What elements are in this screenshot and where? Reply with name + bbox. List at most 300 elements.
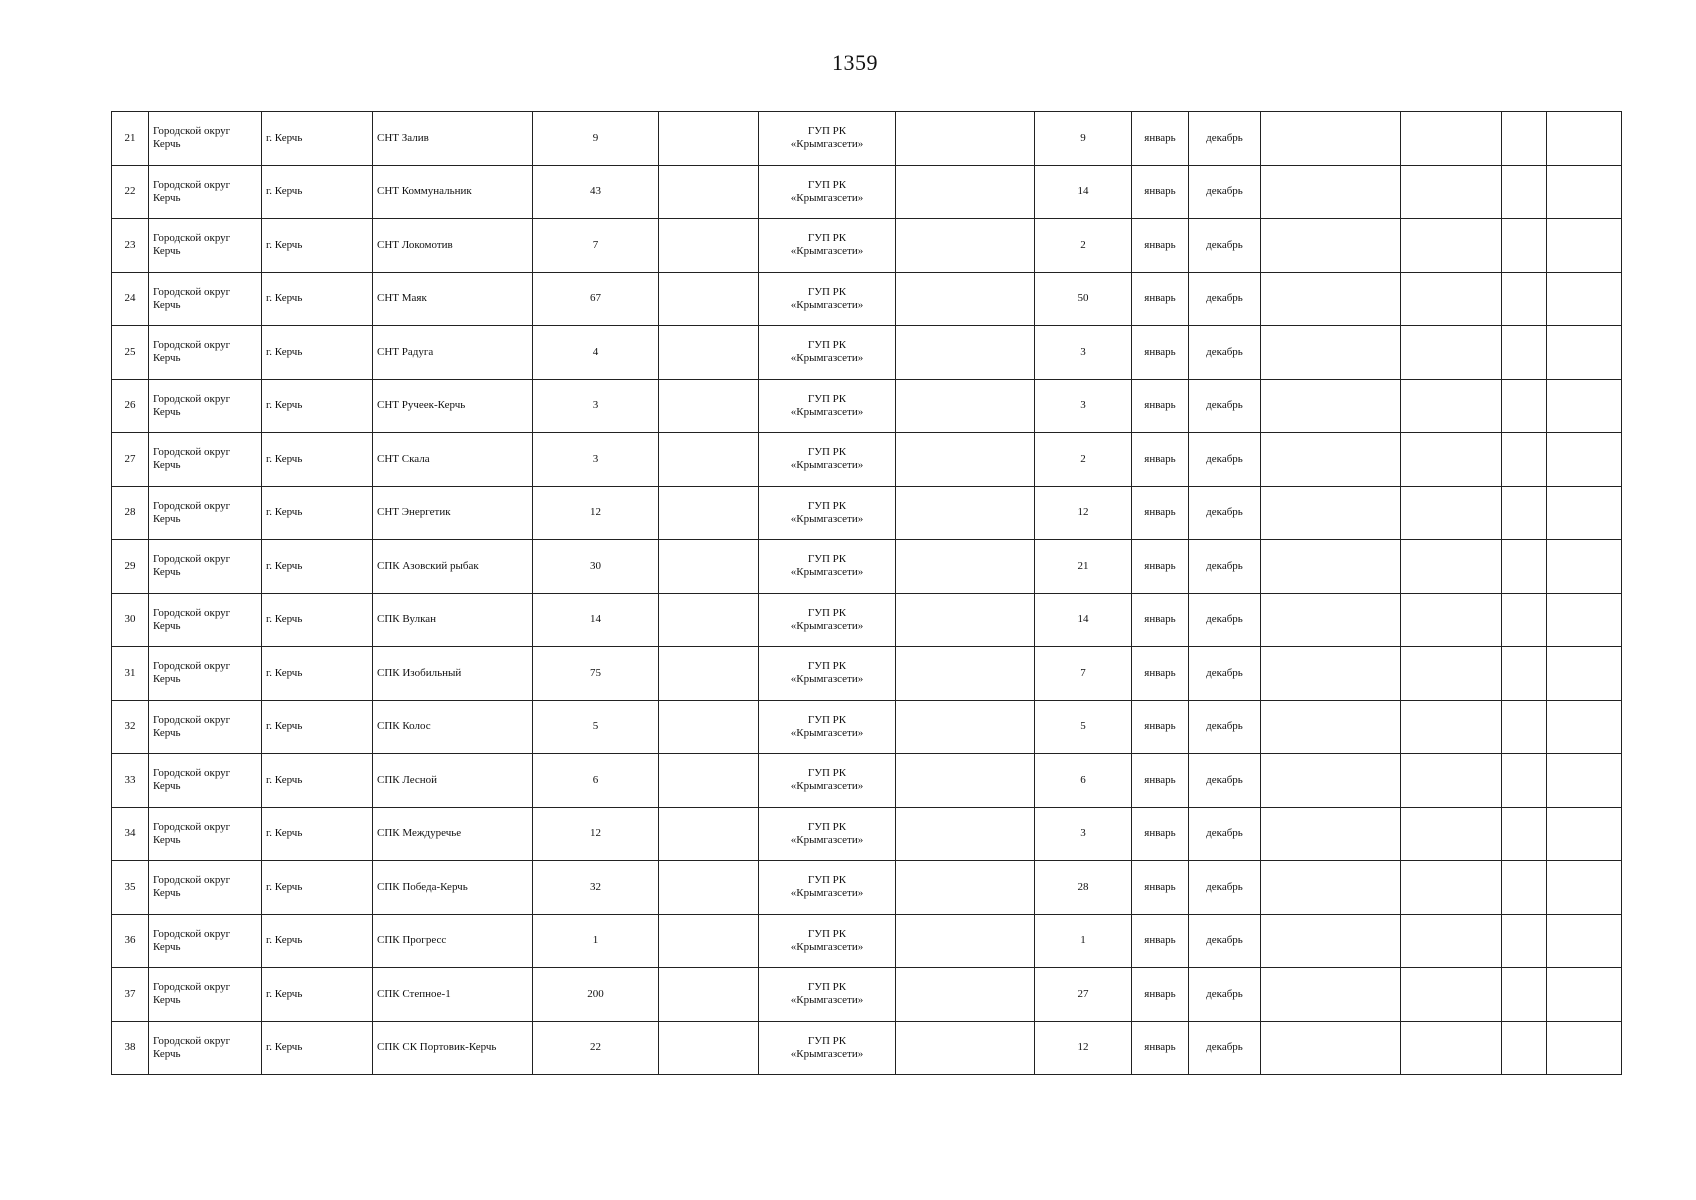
district-cell: Городской округ Керчь [149, 807, 262, 861]
blank-cell [1502, 486, 1547, 540]
blank-cell [659, 379, 759, 433]
blank-cell [1547, 647, 1622, 701]
organization-line: «Крымгазсети» [790, 887, 864, 900]
blank-cell [1547, 807, 1622, 861]
blank-cell [659, 112, 759, 166]
organization-line: «Крымгазсети» [790, 459, 864, 472]
connections-count-cell: 6 [1035, 754, 1132, 808]
end-month-cell: декабрь [1189, 326, 1261, 380]
households-count-cell: 4 [533, 326, 659, 380]
start-month-cell: январь [1132, 165, 1189, 219]
start-month-cell: январь [1132, 647, 1189, 701]
blank-cell [659, 219, 759, 273]
start-month-cell: январь [1132, 861, 1189, 915]
table-row [112, 272, 1622, 326]
blank-cell [1502, 272, 1547, 326]
end-month-cell: декабрь [1189, 540, 1261, 594]
table-row [112, 433, 1622, 487]
registry-table [111, 111, 1622, 1075]
table-row [112, 165, 1622, 219]
connections-count-cell: 27 [1035, 968, 1132, 1022]
organization-line: ГУП РК [807, 1034, 847, 1047]
organization-line: ГУП РК [807, 446, 847, 459]
partnership-name-cell: СНТ Скала [373, 433, 533, 487]
blank-cell [896, 326, 1035, 380]
blank-cell [1502, 540, 1547, 594]
households-count-cell: 22 [533, 1021, 659, 1075]
organization-line: «Крымгазсети» [790, 512, 864, 525]
end-month-cell: декабрь [1189, 1021, 1261, 1075]
organization-line: «Крымгазсети» [790, 940, 864, 953]
households-count-cell: 3 [533, 433, 659, 487]
connections-count-cell: 12 [1035, 486, 1132, 540]
blank-cell [896, 272, 1035, 326]
connections-count-cell: 14 [1035, 165, 1132, 219]
blank-cell [1502, 165, 1547, 219]
connections-count-cell: 2 [1035, 219, 1132, 273]
end-month-cell: декабрь [1189, 807, 1261, 861]
blank-cell [1547, 593, 1622, 647]
start-month-cell: январь [1132, 968, 1189, 1022]
city-cell: г. Керчь [262, 219, 373, 273]
blank-cell [1547, 700, 1622, 754]
blank-cell [1502, 754, 1547, 808]
end-month-cell: декабрь [1189, 593, 1261, 647]
blank-cell [659, 754, 759, 808]
city-cell: г. Керчь [262, 540, 373, 594]
blank-cell [896, 861, 1035, 915]
organization-cell [759, 165, 896, 219]
city-cell: г. Керчь [262, 272, 373, 326]
partnership-name-cell: СПК Вулкан [373, 593, 533, 647]
table-row [112, 861, 1622, 915]
households-count-cell: 7 [533, 219, 659, 273]
blank-cell [1547, 1021, 1622, 1075]
row-number: 34 [112, 807, 149, 861]
start-month-cell: январь [1132, 219, 1189, 273]
organization-cell [759, 968, 896, 1022]
blank-cell [896, 165, 1035, 219]
end-month-cell: декабрь [1189, 647, 1261, 701]
organization-line: ГУП РК [807, 606, 847, 619]
blank-cell [1261, 700, 1401, 754]
blank-cell [1401, 486, 1502, 540]
table-row [112, 593, 1622, 647]
organization-line: «Крымгазсети» [790, 994, 864, 1007]
blank-cell [1261, 326, 1401, 380]
city-cell: г. Керчь [262, 112, 373, 166]
blank-cell [659, 807, 759, 861]
blank-cell [1261, 914, 1401, 968]
organization-line: «Крымгазсети» [790, 726, 864, 739]
organization-cell [759, 379, 896, 433]
blank-cell [1261, 112, 1401, 166]
partnership-name-cell: СНТ Энергетик [373, 486, 533, 540]
organization-cell [759, 540, 896, 594]
start-month-cell: январь [1132, 540, 1189, 594]
start-month-cell: январь [1132, 272, 1189, 326]
row-number: 23 [112, 219, 149, 273]
households-count-cell: 43 [533, 165, 659, 219]
table-row [112, 540, 1622, 594]
city-cell: г. Керчь [262, 968, 373, 1022]
blank-cell [896, 593, 1035, 647]
end-month-cell: декабрь [1189, 968, 1261, 1022]
organization-cell [759, 272, 896, 326]
partnership-name-cell: СПК Лесной [373, 754, 533, 808]
blank-cell [1502, 112, 1547, 166]
end-month-cell: декабрь [1189, 379, 1261, 433]
table-row [112, 326, 1622, 380]
district-cell: Городской округ Керчь [149, 219, 262, 273]
blank-cell [1502, 379, 1547, 433]
table-row [112, 379, 1622, 433]
start-month-cell: январь [1132, 112, 1189, 166]
partnership-name-cell: СПК Изобильный [373, 647, 533, 701]
connections-count-cell: 9 [1035, 112, 1132, 166]
blank-cell [1502, 700, 1547, 754]
connections-count-cell: 3 [1035, 379, 1132, 433]
blank-cell [1261, 1021, 1401, 1075]
district-cell: Городской округ Керчь [149, 326, 262, 380]
organization-line: ГУП РК [807, 713, 847, 726]
blank-cell [1401, 272, 1502, 326]
end-month-cell: декабрь [1189, 272, 1261, 326]
blank-cell [659, 914, 759, 968]
organization-line: «Крымгазсети» [790, 1047, 864, 1060]
organization-cell [759, 219, 896, 273]
row-number: 25 [112, 326, 149, 380]
households-count-cell: 6 [533, 754, 659, 808]
blank-cell [1401, 861, 1502, 915]
blank-cell [659, 700, 759, 754]
blank-cell [1261, 165, 1401, 219]
households-count-cell: 14 [533, 593, 659, 647]
blank-cell [1401, 165, 1502, 219]
blank-cell [1261, 968, 1401, 1022]
row-number: 32 [112, 700, 149, 754]
blank-cell [1502, 326, 1547, 380]
city-cell: г. Керчь [262, 486, 373, 540]
row-number: 24 [112, 272, 149, 326]
blank-cell [896, 754, 1035, 808]
connections-count-cell: 21 [1035, 540, 1132, 594]
blank-cell [1401, 1021, 1502, 1075]
blank-cell [1261, 486, 1401, 540]
start-month-cell: январь [1132, 807, 1189, 861]
row-number: 26 [112, 379, 149, 433]
blank-cell [659, 433, 759, 487]
organization-cell [759, 593, 896, 647]
connections-count-cell: 5 [1035, 700, 1132, 754]
blank-cell [1547, 379, 1622, 433]
blank-cell [1401, 326, 1502, 380]
organization-line: «Крымгазсети» [790, 566, 864, 579]
blank-cell [1547, 861, 1622, 915]
row-number: 28 [112, 486, 149, 540]
blank-cell [1261, 593, 1401, 647]
blank-cell [1261, 754, 1401, 808]
organization-line: ГУП РК [807, 927, 847, 940]
organization-line: ГУП РК [807, 553, 847, 566]
organization-cell [759, 326, 896, 380]
organization-line: «Крымгазсети» [790, 245, 864, 258]
partnership-name-cell: СПК Прогресс [373, 914, 533, 968]
district-cell: Городской округ Керчь [149, 700, 262, 754]
organization-cell [759, 112, 896, 166]
connections-count-cell: 1 [1035, 914, 1132, 968]
blank-cell [1547, 326, 1622, 380]
blank-cell [659, 593, 759, 647]
blank-cell [1502, 219, 1547, 273]
start-month-cell: январь [1132, 914, 1189, 968]
organization-line: ГУП РК [807, 339, 847, 352]
city-cell: г. Керчь [262, 914, 373, 968]
district-cell: Городской округ Керчь [149, 861, 262, 915]
blank-cell [1401, 754, 1502, 808]
start-month-cell: январь [1132, 1021, 1189, 1075]
blank-cell [1502, 914, 1547, 968]
row-number: 29 [112, 540, 149, 594]
row-number: 30 [112, 593, 149, 647]
blank-cell [1502, 593, 1547, 647]
row-number: 35 [112, 861, 149, 915]
end-month-cell: декабрь [1189, 219, 1261, 273]
registry-body [112, 112, 1622, 1075]
organization-line: «Крымгазсети» [790, 780, 864, 793]
end-month-cell: декабрь [1189, 861, 1261, 915]
households-count-cell: 30 [533, 540, 659, 594]
blank-cell [659, 647, 759, 701]
end-month-cell: декабрь [1189, 433, 1261, 487]
district-cell: Городской округ Керчь [149, 968, 262, 1022]
row-number: 22 [112, 165, 149, 219]
partnership-name-cell: СНТ Маяк [373, 272, 533, 326]
blank-cell [1502, 647, 1547, 701]
blank-cell [1547, 219, 1622, 273]
blank-cell [1502, 861, 1547, 915]
blank-cell [1547, 540, 1622, 594]
end-month-cell: декабрь [1189, 112, 1261, 166]
organization-line: «Крымгазсети» [790, 191, 864, 204]
blank-cell [896, 540, 1035, 594]
households-count-cell: 9 [533, 112, 659, 166]
table-row [112, 486, 1622, 540]
blank-cell [1401, 914, 1502, 968]
district-cell: Городской округ Керчь [149, 1021, 262, 1075]
row-number: 31 [112, 647, 149, 701]
blank-cell [1547, 754, 1622, 808]
organization-line: ГУП РК [807, 660, 847, 673]
blank-cell [896, 647, 1035, 701]
connections-count-cell: 28 [1035, 861, 1132, 915]
organization-line: «Крымгазсети» [790, 673, 864, 686]
blank-cell [1547, 968, 1622, 1022]
households-count-cell: 32 [533, 861, 659, 915]
end-month-cell: декабрь [1189, 914, 1261, 968]
connections-count-cell: 3 [1035, 807, 1132, 861]
organization-cell [759, 1021, 896, 1075]
blank-cell [1547, 112, 1622, 166]
partnership-name-cell: СНТ Залив [373, 112, 533, 166]
partnership-name-cell: СПК Азовский рыбак [373, 540, 533, 594]
row-number: 21 [112, 112, 149, 166]
partnership-name-cell: СНТ Радуга [373, 326, 533, 380]
city-cell: г. Керчь [262, 754, 373, 808]
blank-cell [1547, 165, 1622, 219]
table-row [112, 647, 1622, 701]
blank-cell [1502, 807, 1547, 861]
table-row [112, 968, 1622, 1022]
blank-cell [659, 326, 759, 380]
organization-line: ГУП РК [807, 767, 847, 780]
blank-cell [896, 219, 1035, 273]
households-count-cell: 3 [533, 379, 659, 433]
start-month-cell: январь [1132, 433, 1189, 487]
district-cell: Городской округ Керчь [149, 914, 262, 968]
blank-cell [896, 112, 1035, 166]
organization-cell [759, 647, 896, 701]
connections-count-cell: 2 [1035, 433, 1132, 487]
organization-line: «Крымгазсети» [790, 619, 864, 632]
district-cell: Городской округ Керчь [149, 433, 262, 487]
city-cell: г. Керчь [262, 433, 373, 487]
blank-cell [1401, 593, 1502, 647]
organization-line: ГУП РК [807, 820, 847, 833]
table-row [112, 219, 1622, 273]
row-number: 27 [112, 433, 149, 487]
start-month-cell: январь [1132, 379, 1189, 433]
blank-cell [896, 1021, 1035, 1075]
city-cell: г. Керчь [262, 379, 373, 433]
start-month-cell: январь [1132, 486, 1189, 540]
households-count-cell: 1 [533, 914, 659, 968]
city-cell: г. Керчь [262, 700, 373, 754]
blank-cell [659, 968, 759, 1022]
city-cell: г. Керчь [262, 861, 373, 915]
households-count-cell: 12 [533, 486, 659, 540]
organization-cell [759, 754, 896, 808]
blank-cell [1261, 647, 1401, 701]
start-month-cell: январь [1132, 700, 1189, 754]
partnership-name-cell: СПК Степное-1 [373, 968, 533, 1022]
blank-cell [896, 486, 1035, 540]
end-month-cell: декабрь [1189, 165, 1261, 219]
table-row [112, 112, 1622, 166]
organization-line: «Крымгазсети» [790, 833, 864, 846]
blank-cell [659, 1021, 759, 1075]
connections-count-cell: 3 [1035, 326, 1132, 380]
blank-cell [1261, 219, 1401, 273]
city-cell: г. Керчь [262, 326, 373, 380]
organization-cell [759, 486, 896, 540]
organization-line: ГУП РК [807, 178, 847, 191]
organization-line: ГУП РК [807, 232, 847, 245]
blank-cell [1401, 379, 1502, 433]
partnership-name-cell: СНТ Локомотив [373, 219, 533, 273]
partnership-name-cell: СНТ Ручеек-Керчь [373, 379, 533, 433]
blank-cell [896, 968, 1035, 1022]
page-number: 1359 [832, 50, 878, 75]
organization-line: ГУП РК [807, 874, 847, 887]
blank-cell [1502, 968, 1547, 1022]
city-cell: г. Керчь [262, 1021, 373, 1075]
organization-cell [759, 807, 896, 861]
connections-count-cell: 50 [1035, 272, 1132, 326]
organization-cell [759, 700, 896, 754]
blank-cell [1401, 700, 1502, 754]
partnership-name-cell: СПК Колос [373, 700, 533, 754]
blank-cell [1502, 433, 1547, 487]
blank-cell [659, 165, 759, 219]
blank-cell [1401, 540, 1502, 594]
city-cell: г. Керчь [262, 165, 373, 219]
blank-cell [1401, 112, 1502, 166]
row-number: 36 [112, 914, 149, 968]
table-row [112, 754, 1622, 808]
connections-count-cell: 7 [1035, 647, 1132, 701]
partnership-name-cell: СПК Междуречье [373, 807, 533, 861]
households-count-cell: 75 [533, 647, 659, 701]
district-cell: Городской округ Керчь [149, 379, 262, 433]
organization-line: «Крымгазсети» [790, 405, 864, 418]
partnership-name-cell: СПК СК Портовик-Керчь [373, 1021, 533, 1075]
organization-line: ГУП РК [807, 981, 847, 994]
organization-cell [759, 914, 896, 968]
organization-cell [759, 433, 896, 487]
blank-cell [1547, 914, 1622, 968]
end-month-cell: декабрь [1189, 486, 1261, 540]
organization-cell [759, 861, 896, 915]
blank-cell [1547, 433, 1622, 487]
blank-cell [1261, 272, 1401, 326]
households-count-cell: 67 [533, 272, 659, 326]
city-cell: г. Керчь [262, 593, 373, 647]
households-count-cell: 5 [533, 700, 659, 754]
blank-cell [1401, 647, 1502, 701]
organization-line: «Крымгазсети» [790, 298, 864, 311]
start-month-cell: январь [1132, 593, 1189, 647]
blank-cell [896, 807, 1035, 861]
blank-cell [659, 486, 759, 540]
end-month-cell: декабрь [1189, 754, 1261, 808]
table-row [112, 807, 1622, 861]
district-cell: Городской округ Керчь [149, 540, 262, 594]
blank-cell [659, 272, 759, 326]
row-number: 33 [112, 754, 149, 808]
blank-cell [1547, 272, 1622, 326]
blank-cell [1547, 486, 1622, 540]
row-number: 38 [112, 1021, 149, 1075]
partnership-name-cell: СПК Победа-Керчь [373, 861, 533, 915]
end-month-cell: декабрь [1189, 700, 1261, 754]
district-cell: Городской округ Керчь [149, 593, 262, 647]
district-cell: Городской округ Керчь [149, 112, 262, 166]
blank-cell [659, 540, 759, 594]
blank-cell [1401, 219, 1502, 273]
blank-cell [1261, 433, 1401, 487]
blank-cell [1261, 861, 1401, 915]
blank-cell [1401, 433, 1502, 487]
table-row [112, 700, 1622, 754]
blank-cell [896, 433, 1035, 487]
row-number: 37 [112, 968, 149, 1022]
district-cell: Городской округ Керчь [149, 165, 262, 219]
households-count-cell: 200 [533, 968, 659, 1022]
district-cell: Городской округ Керчь [149, 272, 262, 326]
blank-cell [896, 914, 1035, 968]
organization-line: ГУП РК [807, 125, 847, 138]
